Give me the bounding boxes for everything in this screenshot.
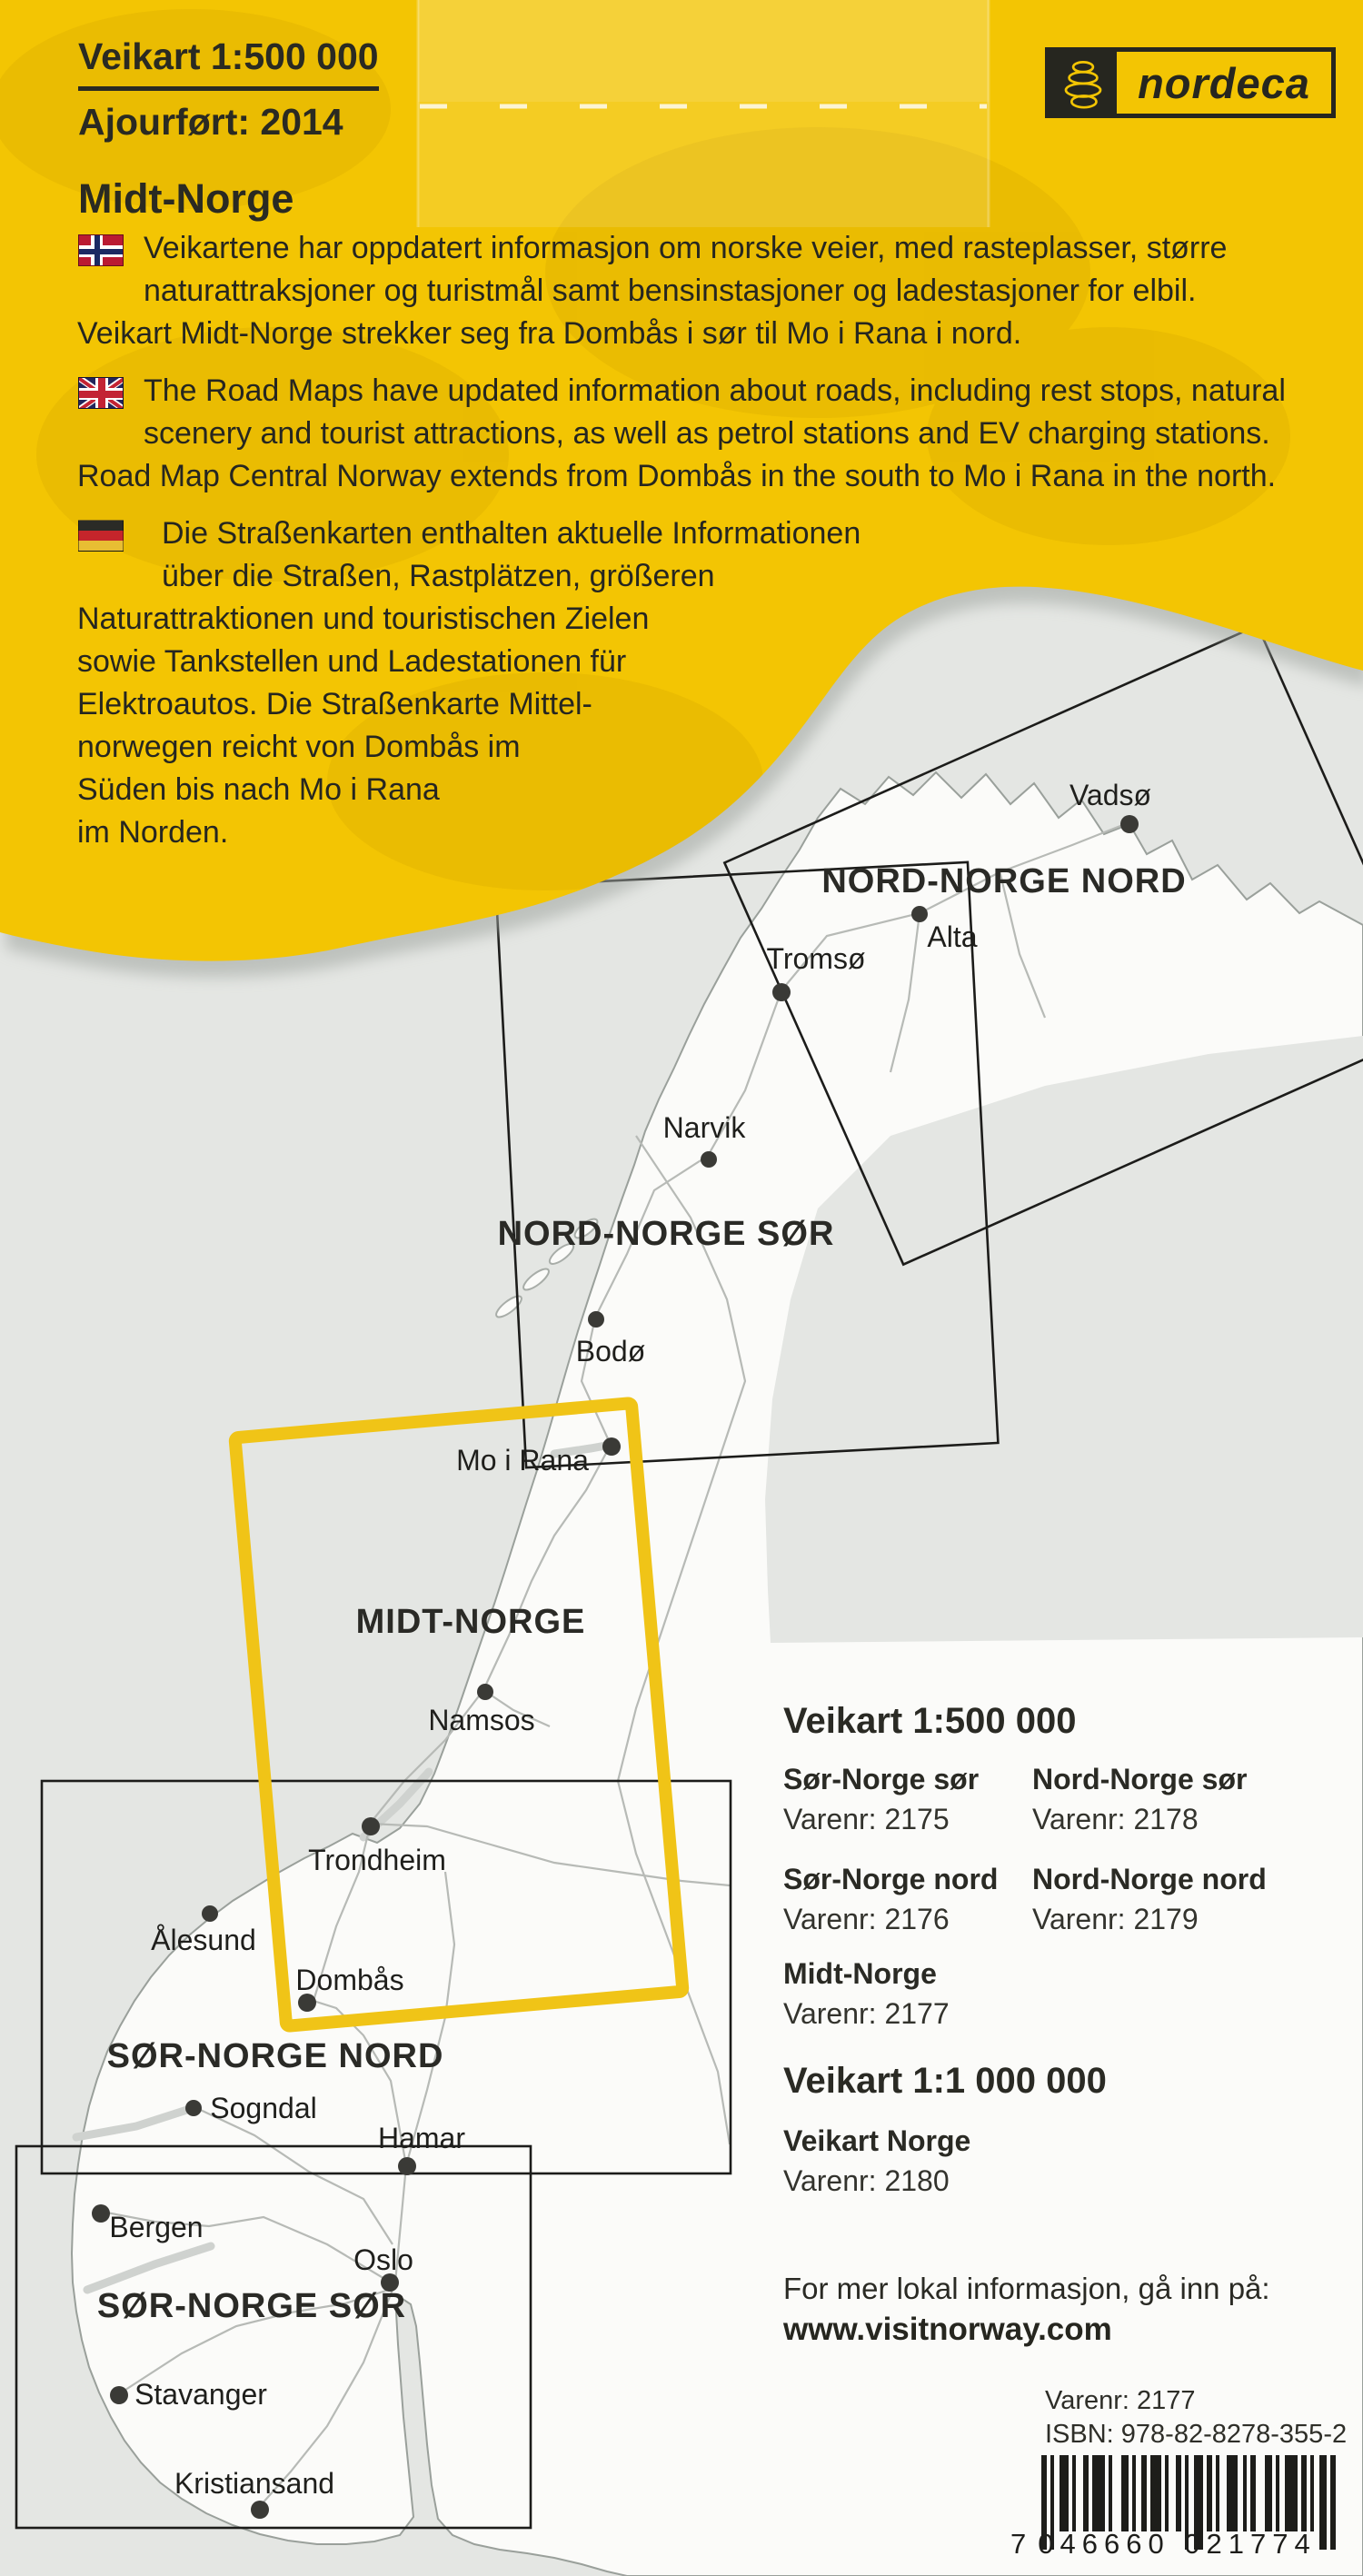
city-label: Trondheim	[308, 1844, 446, 1876]
product-name: Nord-Norge sør	[1032, 1763, 1248, 1795]
intro-line: The Road Maps have updated information about roads, including rest stops, natural	[144, 373, 1286, 408]
product-name: Sør-Norge sør	[783, 1763, 980, 1795]
product-varenr: Varenr: 2178	[1032, 1803, 1199, 1835]
intro-line: Die Straßenkarten enthalten aktuelle Informationen	[162, 516, 861, 551]
isbn-line: ISBN: 978-82-8278-355-2	[1045, 2420, 1348, 2449]
nordeca-logo-text: nordeca	[1138, 58, 1310, 107]
varenr-small: Varenr: 2177	[1045, 2386, 1196, 2415]
city-dot	[398, 2157, 416, 2175]
region-label: NORD-NORGE SØR	[497, 1215, 835, 1253]
intro-line: naturattraksjoner og turistmål samt bensinstasjoner og ladestasjoner for elbil.	[144, 274, 1197, 308]
intro-line: Veikartene har oppdatert informasjon om norske veier, med rasteplasser, større	[144, 231, 1228, 265]
nordeca-logo	[1045, 47, 1336, 118]
city-dot	[701, 1151, 717, 1168]
city-label: Tromsø	[766, 942, 866, 975]
intro-line: Elektroautos. Die Straßenkarte Mittel-	[77, 687, 592, 721]
scale-heading: Veikart 1:500 000	[78, 36, 379, 91]
intro-line: Road Map Central Norway extends from Dombås in the south to Mo i Rana in the north.	[77, 459, 1277, 493]
city-label: Sogndal	[210, 2092, 317, 2124]
sticker-overlay	[418, 0, 989, 227]
ean-barcode	[1010, 2455, 1348, 2561]
series-1m-title: Veikart 1:1 000 000	[783, 2061, 1107, 2101]
city-dot	[477, 1684, 493, 1700]
barcode-number: 046660 021774	[1038, 2528, 1317, 2560]
barcode-digits	[1010, 2528, 1348, 2561]
intro-line: Naturattraktionen und touristischen Zielen	[77, 602, 650, 636]
region-label: SØR-NORGE SØR	[96, 2287, 407, 2325]
city-label: Namsos	[428, 1704, 535, 1736]
city-dot	[362, 1817, 380, 1835]
city-label: Hamar	[377, 2122, 466, 2154]
intro-line: Süden bis nach Mo i Rana	[77, 772, 440, 807]
intro-line: über die Straßen, Rastplätzen, größeren	[162, 559, 715, 593]
city-label: Bergen	[109, 2211, 204, 2243]
product-name: Nord-Norge nord	[1032, 1863, 1267, 1895]
city-label: Ålesund	[151, 1924, 256, 1956]
local-info-line: For mer lokal informasjon, gå inn på:	[783, 2272, 1270, 2305]
region-label: NORD-NORGE NORD	[821, 862, 1187, 900]
intro-line: norwegen reicht von Dombås im	[77, 730, 521, 764]
series-500k-title: Veikart 1:500 000	[783, 1701, 1077, 1741]
product-item	[1032, 1759, 1247, 1839]
city-label: Vadsø	[1069, 779, 1152, 811]
product-varenr: Varenr: 2175	[783, 1803, 950, 1835]
intro-line: sowie Tankstellen und Ladestationen für	[77, 644, 627, 679]
intro-norwegian	[77, 227, 1349, 355]
product-varenr: Varenr: 2176	[783, 1903, 950, 1935]
product-varenr: Varenr: 2180	[783, 2164, 950, 2197]
cairn-icon	[1050, 52, 1117, 114]
intro-german	[77, 512, 1349, 854]
intro-english	[77, 370, 1349, 498]
city-dot	[298, 1994, 316, 2012]
city-label: Stavanger	[134, 2378, 267, 2411]
city-label: Oslo	[353, 2243, 413, 2276]
product-varenr: Varenr: 2179	[1032, 1903, 1199, 1935]
product-item	[783, 1859, 998, 1939]
product-item	[783, 2121, 970, 2201]
city-label: Bodø	[575, 1335, 646, 1368]
city-label: Kristiansand	[174, 2467, 335, 2500]
city-dot	[602, 1437, 621, 1456]
visitnorway-url: www.visitnorway.com	[783, 2312, 1112, 2347]
product-name: Veikart Norge	[783, 2124, 971, 2157]
city-dot	[185, 2100, 202, 2116]
city-dot	[251, 2501, 269, 2519]
city-label: Dombås	[295, 1964, 404, 1996]
barcode-lead-digit: 7	[1010, 2528, 1033, 2560]
city-label: Mo i Rana	[456, 1444, 589, 1477]
product-item	[783, 1759, 979, 1839]
product-item	[1032, 1859, 1267, 1939]
city-dot	[588, 1311, 604, 1328]
region-label: SØR-NORGE NORD	[106, 2037, 444, 2075]
city-label: Alta	[927, 920, 978, 953]
intro-line: scenery and tourist attractions, as well as petrol stations and EV charging stations.	[144, 416, 1270, 451]
intro-line: Veikart Midt-Norge strekker seg fra Dombås i sør til Mo i Rana i nord.	[77, 316, 1022, 351]
intro-line: im Norden.	[77, 815, 229, 850]
city-dot	[92, 2204, 110, 2223]
product-name: Sør-Norge nord	[783, 1863, 999, 1895]
product-varenr: Varenr: 2177	[783, 1997, 950, 2030]
page-title: Midt-Norge	[78, 175, 294, 222]
product-item	[783, 1954, 950, 2034]
product-name: Midt-Norge	[783, 1957, 937, 1990]
city-label: Narvik	[662, 1111, 746, 1144]
updated-heading: Ajourført: 2014	[78, 101, 343, 143]
region-label: MIDT-NORGE	[355, 1603, 586, 1641]
city-dot	[110, 2386, 128, 2404]
city-dot	[202, 1905, 218, 1922]
